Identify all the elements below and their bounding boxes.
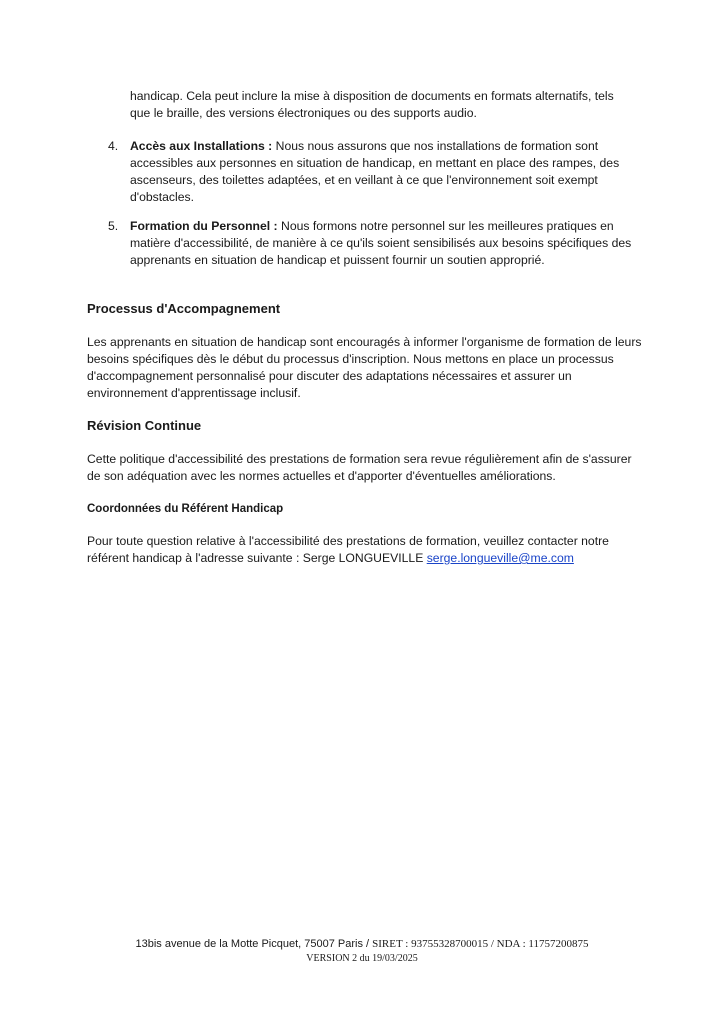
list-item-text: Nous nous assurons que nos installations de formation sont accessibles aux personnes en situation de handicap, en mettant en place des rampes, des ascenseurs, des toilettes adaptées, et en veillant à ce que l'environnement soit exempt d'obstacles.	[130, 139, 620, 204]
list-item-body	[130, 138, 638, 206]
heading-accompagnement: Processus d'Accompagnement	[87, 301, 281, 316]
paragraph-revision: Cette politique d'accessibilité des prestations de formation sera revue régulièrement afin de s'assurer de son adéquation avec les normes actuelles et d'apporter d'éventuelles améliorations.	[87, 452, 632, 483]
paragraph-referent	[87, 533, 642, 567]
list-item-label: Formation du Personnel :	[130, 219, 278, 233]
heading-referent: Coordonnées du Référent Handicap	[87, 503, 284, 515]
heading-revision: Révision Continue	[87, 418, 202, 433]
referent-email-link[interactable]: serge.longueville@me.com	[426, 551, 574, 565]
list-item-body	[130, 218, 638, 269]
footer-siret-nda: SIRET : 93755328700015 / NDA : 11757200875	[372, 938, 589, 950]
referent-text: Pour toute question relative à l'accessibilité des prestations de formation, veuillez contacter notre référent handicap à l'adresse suivante : Serge LONGUEVILLE	[87, 534, 609, 565]
list-number: 4.	[108, 139, 119, 153]
list-number: 5.	[108, 219, 119, 233]
list-item-3-continuation: handicap. Cela peut inclure la mise à disposition de documents en formats alternatifs, tels que le braille, des versions électroniques ou des supports audio.	[130, 89, 614, 120]
footer-address-line	[0, 937, 724, 951]
footer-version: VERSION 2 du 19/03/2025	[306, 953, 418, 964]
list-item-text: Nous formons notre personnel sur les meilleures pratiques en matière d'accessibilité, de manière à ce qu'ils soient sensibilisés aux besoins spécifiques des apprenants en situation de handicap et puissent fournir un soutien approprié.	[130, 219, 632, 267]
footer-address: 13bis avenue de la Motte Picquet, 75007 Paris /	[135, 938, 373, 950]
list-item-label: Accès aux Installations :	[130, 139, 273, 153]
paragraph-accompagnement: Les apprenants en situation de handicap sont encouragés à informer l'organisme de formation de leurs besoins spécifiques dès le début du processus d'inscription. Nous mettons en place un processus d'accompagnement personnalisé pour discuter des adaptations nécessaires et assurer un environnement d'apprentissage inclusif.	[87, 335, 642, 400]
